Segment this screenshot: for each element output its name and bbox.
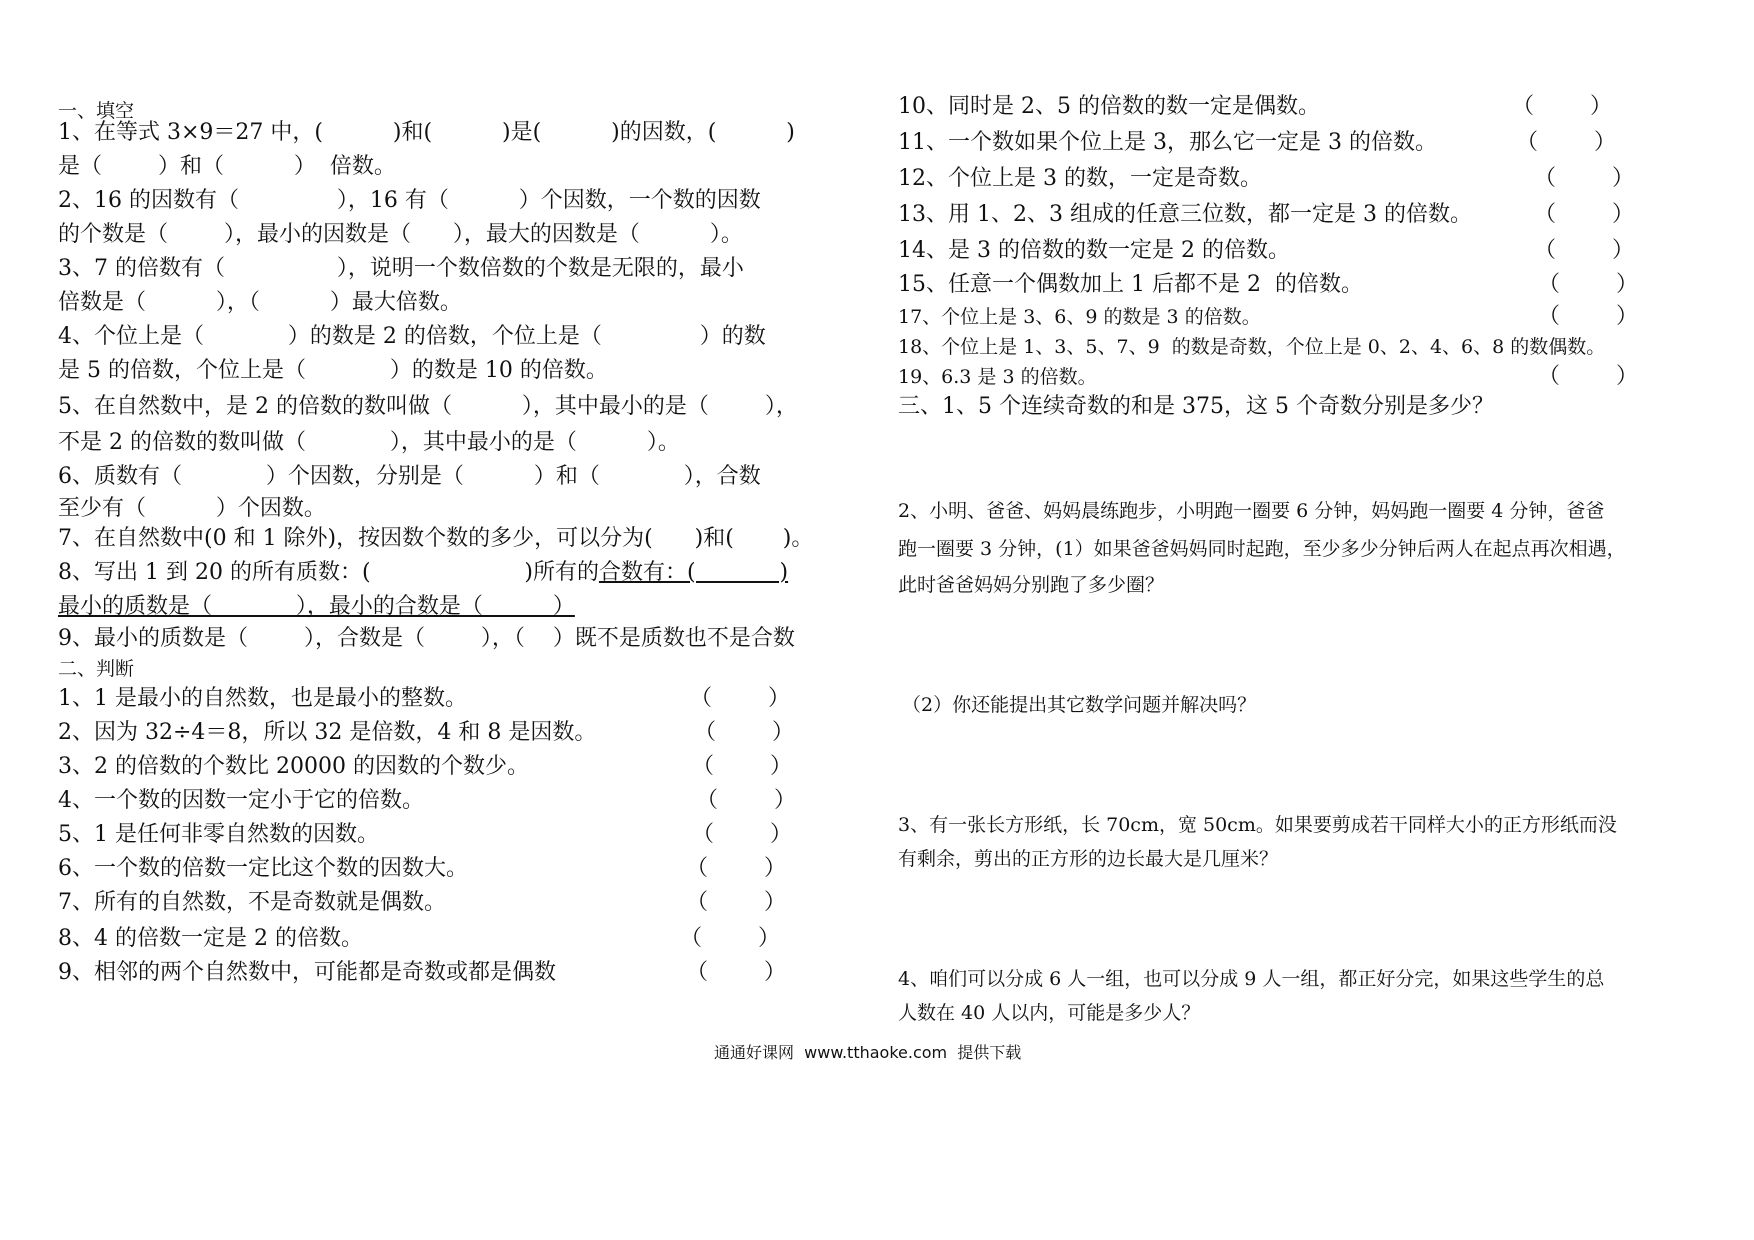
judge-item-6: 6、一个数的倍数一定比这个数的因数大。 [58, 856, 468, 881]
judge-answer-3[interactable]: （ ） [692, 754, 792, 779]
fill-line-9: 5、在自然数中，是 2 的倍数的数叫做（ ），其中最小的是（ ）， [58, 394, 798, 419]
judge-item-2: 2、因为 32÷4＝8，所以 32 是倍数，4 和 8 是因数。 [58, 720, 597, 745]
judge-answer-12[interactable]: （ ） [1534, 166, 1634, 191]
judge-answer-1[interactable]: （ ） [690, 686, 790, 711]
fill-line-16: 9、最小的质数是（ ），合数是（ ），（ ）既不是质数也不是合数 [58, 626, 795, 651]
apply-question-2-line-3: 此时爸爸妈妈分别跑了多少圈？ [898, 574, 1165, 596]
judge-item-10: 10、同时是 2、5 的倍数的数一定是偶数。 [898, 94, 1320, 119]
judge-answer-2[interactable]: （ ） [694, 720, 794, 745]
fill-line-2: 是（ ）和（ ） 倍数。 [58, 154, 396, 179]
apply-question-1: 三、1、5 个连续奇数的和是 375，这 5 个奇数分别是多少？ [898, 394, 1494, 419]
judge-item-8: 8、4 的倍数一定是 2 的倍数。 [58, 926, 363, 951]
judge-answer-4[interactable]: （ ） [696, 788, 796, 813]
judge-item-14: 14、是 3 的倍数的数一定是 2 的倍数。 [898, 238, 1290, 263]
section-judge-heading: 二、判断 [58, 658, 135, 680]
judge-item-5: 5、1 是任何非零自然数的因数。 [58, 822, 379, 847]
judge-answer-10[interactable]: （ ） [1512, 94, 1612, 119]
fill-line-11: 6、质数有（ ）个因数，分别是（ ）和（ ），合数 [58, 464, 761, 489]
apply-question-3-line-2: 有剩余，剪出的正方形的边长最大是几厘米？ [898, 848, 1279, 870]
judge-answer-9[interactable]: （ ） [686, 960, 786, 985]
judge-answer-5[interactable]: （ ） [692, 822, 792, 847]
judge-item-15: 15、任意一个偶数加上 1 后都不是 2 的倍数。 [898, 272, 1363, 297]
fill-line-14-underlined: 合数有：( ) [598, 560, 789, 585]
judge-item-17: 17、个位上是 3、6、9 的数是 3 的倍数。 [898, 306, 1261, 328]
judge-item-19: 19、6.3 是 3 的倍数。 [898, 366, 1097, 388]
fill-line-8: 是 5 的倍数，个位上是（ ）的数是 10 的倍数。 [58, 358, 608, 383]
apply-question-2-sub: （2）你还能提出其它数学问题并解决吗？ [902, 694, 1257, 716]
judge-answer-13[interactable]: （ ） [1534, 202, 1634, 227]
judge-answer-11[interactable]: （ ） [1516, 130, 1616, 155]
fill-line-7: 4、个位上是（ ）的数是 2 的倍数，个位上是（ ）的数 [58, 324, 766, 349]
fill-line-3: 2、16 的因数有（ ），16 有（ ）个因数，一个数的因数 [58, 188, 761, 213]
judge-item-12: 12、个位上是 3 的数，一定是奇数。 [898, 166, 1262, 191]
judge-item-11: 11、一个数如果个位上是 3，那么它一定是 3 的倍数。 [898, 130, 1437, 155]
judge-answer-17[interactable]: （ ） [1538, 304, 1638, 329]
apply-question-4-line-1: 4、咱们可以分成 6 人一组，也可以分成 9 人一组，都正好分完，如果这些学生的总 [898, 968, 1605, 990]
fill-line-13: 7、在自然数中(0 和 1 除外)，按因数个数的多少，可以分为( )和( )。 [58, 526, 814, 551]
fill-line-6: 倍数是（ ），（ ）最大倍数。 [58, 290, 462, 315]
judge-answer-8[interactable]: （ ） [680, 926, 780, 951]
apply-question-2-line-1: 2、小明、爸爸、妈妈晨练跑步，小明跑一圈要 6 分钟，妈妈跑一圈要 4 分钟，爸爸 [898, 500, 1605, 522]
apply-question-3-line-1: 3、有一张长方形纸，长 70cm，宽 50cm。如果要剪成若干同样大小的正方形纸而没 [898, 814, 1617, 836]
fill-line-1: 1、在等式 3×9＝27 中，( )和( )是( )的因数，( ) [58, 120, 795, 145]
judge-answer-19[interactable]: （ ） [1538, 364, 1638, 389]
judge-item-9: 9、相邻的两个自然数中，可能都是奇数或都是偶数 [58, 960, 556, 985]
judge-item-3: 3、2 的倍数的个数比 20000 的因数的个数少。 [58, 754, 529, 779]
footer-credit: 通通好课网 www.tthaoke.com 提供下载 [714, 1043, 1022, 1062]
judge-item-18: 18、个位上是 1、3、5、7、9 的数是奇数，个位上是 0、2、4、6、8 的数偶数。 [898, 336, 1606, 358]
judge-answer-15[interactable]: （ ） [1538, 272, 1638, 297]
judge-item-13: 13、用 1、2、3 组成的任意三位数，都一定是 3 的倍数。 [898, 202, 1472, 227]
fill-line-10: 不是 2 的倍数的数叫做（ ），其中最小的是（ ）。 [58, 430, 680, 455]
judge-item-4: 4、一个数的因数一定小于它的倍数。 [58, 788, 424, 813]
fill-line-12: 至少有（ ）个因数。 [58, 496, 326, 521]
fill-line-5: 3、7 的倍数有（ ），说明一个数倍数的个数是无限的，最小 [58, 256, 744, 281]
judge-answer-7[interactable]: （ ） [686, 890, 786, 915]
judge-item-1: 1、1 是最小的自然数，也是最小的整数。 [58, 686, 467, 711]
fill-line-4: 的个数是（ ），最小的因数是（ ），最大的因数是（ ）。 [58, 222, 743, 247]
apply-question-4-line-2: 人数在 40 人以内，可能是多少人？ [898, 1002, 1201, 1024]
fill-line-14 [58, 558, 788, 588]
judge-answer-6[interactable]: （ ） [686, 856, 786, 881]
fill-line-14-text: 8、写出 1 到 20 的所有质数：( )所有的 [58, 560, 599, 585]
judge-item-7: 7、所有的自然数，不是奇数就是偶数。 [58, 890, 446, 915]
fill-line-15: 最小的质数是（ ），最小的合数是（ ） [58, 594, 575, 619]
section-fill-heading: 一、填空 [58, 100, 135, 122]
judge-answer-14[interactable]: （ ） [1534, 238, 1634, 263]
apply-question-2-line-2: 跑一圈要 3 分钟，(1）如果爸爸妈妈同时起跑，至少多少分钟后两人在起点再次相遇， [898, 538, 1626, 560]
